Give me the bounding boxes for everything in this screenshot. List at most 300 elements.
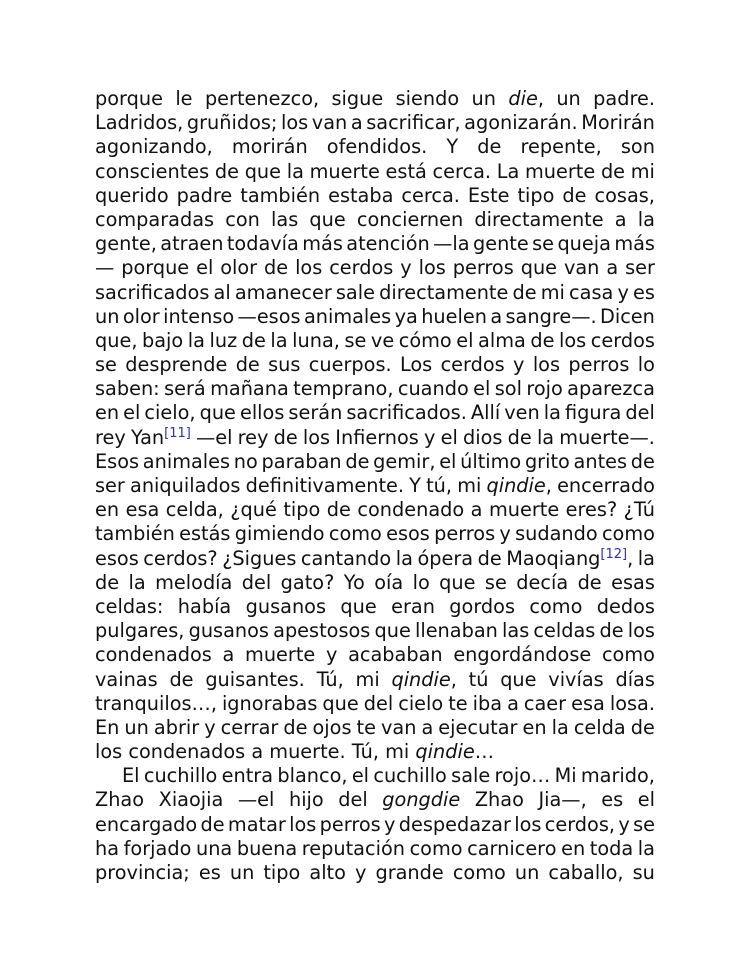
word-text: , [450,667,457,691]
word [545,813,615,837]
word [601,160,625,184]
word [625,401,654,425]
word-text: intenso [163,304,235,328]
word-text: ejecutar [438,715,518,739]
word [508,426,532,450]
word [593,87,655,111]
word-text: perros [319,812,381,836]
word [327,498,351,522]
word [95,498,119,522]
word [357,716,376,740]
word [222,547,296,571]
word [631,450,655,474]
word-text: esos [386,522,430,546]
word [419,256,446,280]
word [95,861,190,885]
word-text: cerdos [329,256,394,280]
word-text: hijo [288,788,324,812]
text-line [95,740,655,764]
word [214,281,231,305]
word-text: y [617,280,629,304]
word [95,692,217,716]
word [348,643,443,667]
word-text: encargado [95,812,198,836]
word [271,208,298,232]
word [533,619,595,643]
word-text: provincia; [95,861,190,884]
word-text: y [384,812,396,836]
text-line [95,256,655,280]
word-text: de [477,135,502,159]
word-text: Los [399,353,433,377]
word [238,788,275,812]
word [179,522,230,546]
word-text: a [421,715,434,739]
word [602,643,655,667]
word [240,184,320,208]
word-text: los [514,812,542,836]
word-text: condenados [128,740,246,764]
word-text: de [326,498,351,522]
italic-term: qindie [486,474,546,497]
word-text: a [350,111,363,135]
word [574,716,626,740]
word [346,401,467,425]
word [485,571,507,595]
word [317,668,344,692]
text-line [95,861,655,885]
word [338,788,367,812]
word-text: , [537,87,544,110]
word-text: Infiernos [335,425,419,449]
word [277,764,347,788]
text-line [95,111,655,135]
word-text: ven [504,401,540,425]
word [327,135,427,159]
word-text: tipo [517,183,555,207]
word-text: guisantes. [205,667,305,691]
word-text: al [213,280,231,304]
word [486,474,551,498]
word-text: ignorabas [221,691,318,715]
word [196,256,213,280]
word-text: muerte. [269,740,346,764]
word-text: olor [220,256,258,280]
word-text: de [264,256,289,280]
word [237,837,297,861]
word [384,813,395,837]
word [283,498,320,522]
word [468,184,510,208]
word-text: abrir [153,715,200,739]
word-text: son [620,135,655,159]
word [638,837,655,861]
text-line [95,353,655,377]
word-text: de [507,425,532,449]
word [235,281,332,305]
word-text: los [418,256,446,280]
word-text: del [241,570,272,594]
word-text: ha [95,836,120,860]
word [121,256,189,280]
word-text: la [270,328,288,352]
word [561,837,585,861]
word-text: con [225,207,260,231]
word [600,305,655,329]
word [615,208,627,232]
word [631,160,655,184]
word-text: la [543,401,561,425]
word-text: cerca. [432,159,492,183]
word-text: —la [433,232,470,256]
word-text: en [522,715,547,739]
word [95,716,119,740]
word [559,426,655,450]
word-text: van [563,256,600,280]
word-text: no [233,449,258,473]
word [421,716,433,740]
word-text: su [632,861,655,884]
word [578,571,602,595]
text-line [95,716,655,740]
word [95,353,117,377]
word [289,788,324,812]
word-text: los [627,619,655,643]
word-text: blanco, [277,764,348,788]
word [164,377,206,401]
text-line [95,281,655,305]
word [552,716,569,740]
word-text: tipo [283,498,321,522]
word [557,232,611,256]
text-line [95,426,655,450]
word-text: se [484,570,507,594]
word-text: muerte [525,159,596,183]
word-text: como [601,643,655,667]
italic-term: die [508,87,538,110]
word-text: gusanos [245,594,327,618]
word-text: muerte [245,643,316,667]
word [205,87,319,111]
word-text: apestosos [273,619,371,643]
word-text: ojos [312,715,352,739]
footnote-link[interactable]: [12] [600,546,628,562]
word [426,474,452,498]
text-line [95,160,655,184]
word [245,160,281,184]
word-text: sangre—. [505,304,597,328]
word [581,111,655,135]
word-text: van [380,715,417,739]
word-text: definitivamente. [245,474,405,497]
word [497,160,520,184]
word [490,305,502,329]
word [471,498,483,522]
word-text: condenado [357,498,465,522]
word-text: mañana [210,377,289,401]
word [433,160,492,184]
word [222,692,317,716]
word [614,232,655,256]
word-text: sol [494,377,522,401]
word-text: de [95,570,120,594]
word [215,160,239,184]
word-text: un [229,861,255,884]
word-text: los [295,256,323,280]
word-text: Yan [130,425,165,449]
word [467,837,556,861]
word-text: entra [221,764,274,788]
word [269,740,345,763]
word [638,788,655,812]
text-line [95,184,655,208]
word-text: mi [630,159,655,183]
word-text: oía [374,570,404,594]
word-text: que [374,619,411,643]
word [238,305,301,329]
text-line [95,692,655,716]
word-text: acababan [348,643,443,667]
word [332,87,384,111]
word [611,571,655,595]
word [415,619,498,643]
word-text: de [169,667,194,691]
text-line [95,208,655,232]
word [289,813,316,837]
word-text: figura [565,401,622,425]
word-text: gemir, [373,449,436,473]
word-text: antes [573,449,628,473]
word-text: y [325,643,338,667]
word-text: Esos [95,449,140,473]
word [473,377,490,401]
word-text: a [470,498,483,522]
word-text: cuchillo [143,764,218,788]
word-text: ser [625,256,655,280]
word [472,87,496,111]
word-text: forjado [123,836,192,860]
word [313,716,352,740]
word-text: gruñidos; [186,111,278,135]
word-text: — [95,256,115,280]
word-text: en [95,498,120,522]
text-line [95,522,655,546]
word [375,861,443,885]
word-text: eran [391,594,435,618]
word-text: un [514,861,540,884]
word-text: ve [370,328,395,352]
word [381,716,416,740]
word-text: cerdos [440,353,505,377]
word [344,329,366,353]
word [625,256,655,280]
word-text: losa. [609,691,655,715]
word [309,353,392,377]
word [352,740,379,763]
word [163,305,234,329]
word-text: Maoqiang [506,546,601,570]
word-text: de [235,353,260,377]
word-text: la [637,546,655,570]
word [95,668,158,692]
word [264,256,288,280]
text-line [95,764,655,788]
word [638,208,655,232]
word [541,281,565,305]
word [355,861,366,885]
footnote-link[interactable]: [11] [164,425,191,441]
word-text: sacrificar, [366,111,461,135]
word-text: se [532,232,555,256]
word-text: morirán [231,135,308,159]
word-text: también [95,522,175,546]
word [633,861,655,885]
word [529,595,582,619]
word [273,619,370,643]
word [525,160,595,184]
word [533,353,560,377]
word [448,692,467,716]
word [475,788,524,812]
word [312,111,347,135]
word-text: el [123,401,141,425]
word [95,450,139,474]
word [473,692,502,716]
word-text: La [496,159,520,183]
word-text: —el [195,425,233,449]
word [230,498,277,522]
word-text: encerrado [557,474,655,497]
word-text: en [561,836,586,860]
word-text: cielo, [144,401,196,425]
word [196,837,232,861]
word-text: y [204,715,216,739]
word [618,813,629,837]
word [537,426,554,450]
word [340,595,376,619]
word [366,111,460,135]
word-text: que [439,570,476,594]
word-text: le [175,87,193,110]
word [95,547,139,571]
word-text: agonizarán. [464,111,578,135]
word [240,401,284,425]
word [562,184,586,208]
word [500,668,536,692]
word-text: saben: [95,377,160,401]
word [169,668,193,692]
word-text: tú, [426,474,453,497]
word-text: de [345,449,370,473]
text-line [95,401,655,425]
word [471,401,500,425]
word-text: celda [573,715,626,739]
word [439,571,475,595]
word-text: dedos [596,594,655,618]
text-line [95,837,655,861]
word [129,571,146,595]
word-text: gusanos [188,619,269,643]
word [125,353,227,377]
word-text: cerdos, [544,812,616,836]
word-text: animales [303,304,392,328]
word-text: y [513,353,525,377]
word-text: de [214,159,239,183]
word-text: cielo [398,691,444,715]
word [373,450,435,474]
word-text: Yo [343,570,365,594]
word-text: carnicero [467,836,557,860]
word [544,401,561,425]
word-text: melodía [155,570,233,594]
word-text: los [95,740,123,764]
word [95,788,144,812]
text-line [95,87,655,111]
word-text: sale [451,764,491,788]
word [495,377,522,401]
word-text: el [637,788,655,812]
word [95,522,175,546]
word-text: y [424,425,436,449]
word [95,135,213,159]
word-text: gordos [449,594,516,618]
word-text: más [302,232,343,256]
text-line [95,788,655,812]
word-text: esos [95,546,139,570]
word [417,547,473,571]
word [281,571,335,595]
word-text: Tú, [351,740,379,764]
word [95,474,125,498]
word-text: los [559,328,587,352]
word-text: , [627,546,634,570]
word [424,426,435,450]
word-text: matar [227,812,286,836]
word [371,329,394,353]
word-text: como [529,594,583,618]
word-text: lo [637,353,655,377]
word-text: aniquilados [130,474,241,497]
word [555,764,577,788]
word-text: aparezca [567,377,655,401]
word [460,450,521,474]
word [251,740,263,763]
word [270,329,287,353]
word-text: pertenezco, [204,87,320,110]
word-text: Mi [554,764,577,788]
word [379,281,508,305]
word-text: gato? [280,570,335,594]
word-text: Morirán [581,111,655,135]
word [451,764,490,788]
word-text: cerca. [401,183,460,207]
word [128,740,245,763]
word-text: celdas [533,619,596,643]
word-text: un [124,715,149,739]
word [568,353,629,377]
word [95,305,119,329]
word [287,160,304,184]
word [95,111,183,135]
word [95,643,212,667]
word [295,256,322,280]
word [364,692,393,716]
word-text: que [309,207,346,231]
word-text: directamente [379,280,509,304]
word-text: ya [394,304,418,328]
word [95,329,137,353]
word [222,764,273,788]
